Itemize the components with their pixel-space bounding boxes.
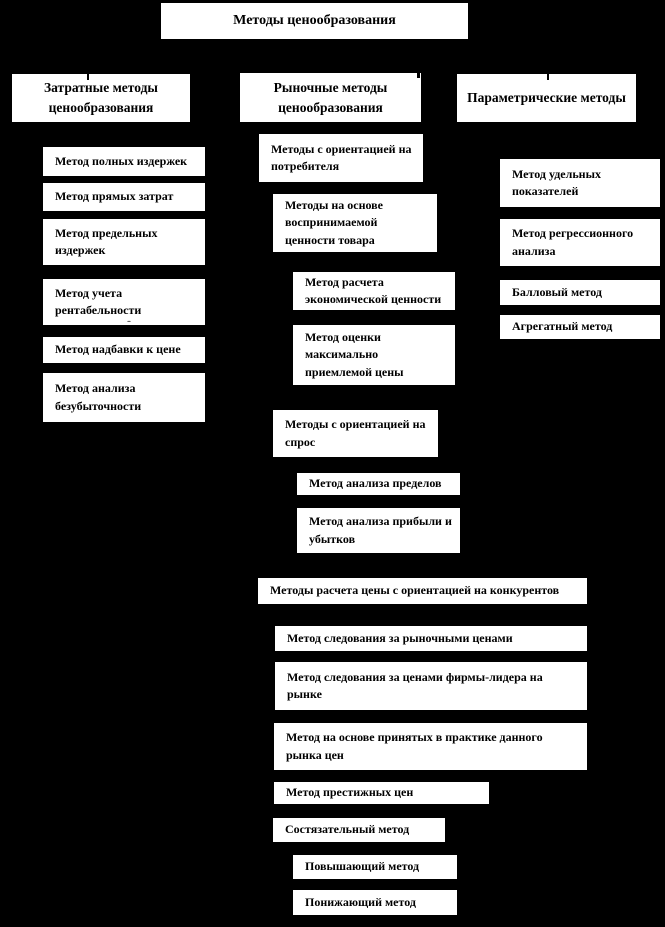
header-cost-methods: Затратные методы ценообразования [12,74,190,122]
box-profit-loss-analysis-method: Метод анализа прибыли и убытков [297,508,460,553]
box-follow-market-prices-method: Метод следования за рыночными ценами [275,626,587,651]
box-economic-value-calculation-method: Метод расчета экономической ценности [293,272,455,310]
box-prestige-prices-method: Метод престижных цен [274,782,489,804]
box-follow-leader-prices-method: Метод следования за ценами фирмы-лидера на рынке [275,662,587,710]
box-specific-indicators-method: Метод удельных показателей [500,159,660,207]
connector-stub [417,73,420,78]
box-price-markup-method: Метод надбавки к цене [43,337,205,363]
connector-stub [87,74,89,80]
box-tender-method: Состязательный метод [273,818,445,842]
box-profitability-accounting-label: Метод учета рентабельности [55,285,142,317]
box-scoring-method: Балловый метод [500,280,660,305]
box-direct-cost-method: Метод прямых затрат [43,183,205,211]
box-aggregate-method: Агрегатный метод [500,315,660,339]
diagram-title-box: Методы ценообразования [161,3,468,39]
box-ascending-method: Повышающий метод [293,855,457,879]
header-parametric-methods: Параметрические методы [457,74,636,122]
profitability-note-mark: .. [127,316,131,324]
box-profitability-accounting-method [43,279,205,325]
box-descending-method: Понижающий метод [293,890,457,915]
box-demand-oriented-methods: Методы с ориентацией на спрос [273,410,438,457]
connector-stub [547,74,549,80]
box-competitor-oriented-methods: Методы расчета цены с ориентацией на конкурентов [258,578,587,604]
header-market-methods: Рыночные методы ценообразования [240,73,421,122]
box-consumer-oriented-methods: Методы с ориентацией на потребителя [259,134,423,182]
box-full-cost-method: Метод полных издержек [43,147,205,176]
box-accepted-market-practice-method: Метод на основе принятых в практике данного рынка цен [274,723,587,770]
box-breakeven-analysis-method: Метод анализа безубыточности [43,373,205,422]
box-max-acceptable-price-method: Метод оценки максимально приемлемой цены [293,325,455,385]
box-marginal-cost-method: Метод предельных издержек [43,219,205,265]
box-limit-analysis-method: Метод анализа пределов [297,473,460,495]
box-perceived-value-methods: Методы на основе воспринимаемой ценности товара [273,194,437,252]
box-regression-analysis-method: Метод регрессионного анализа [500,219,660,266]
